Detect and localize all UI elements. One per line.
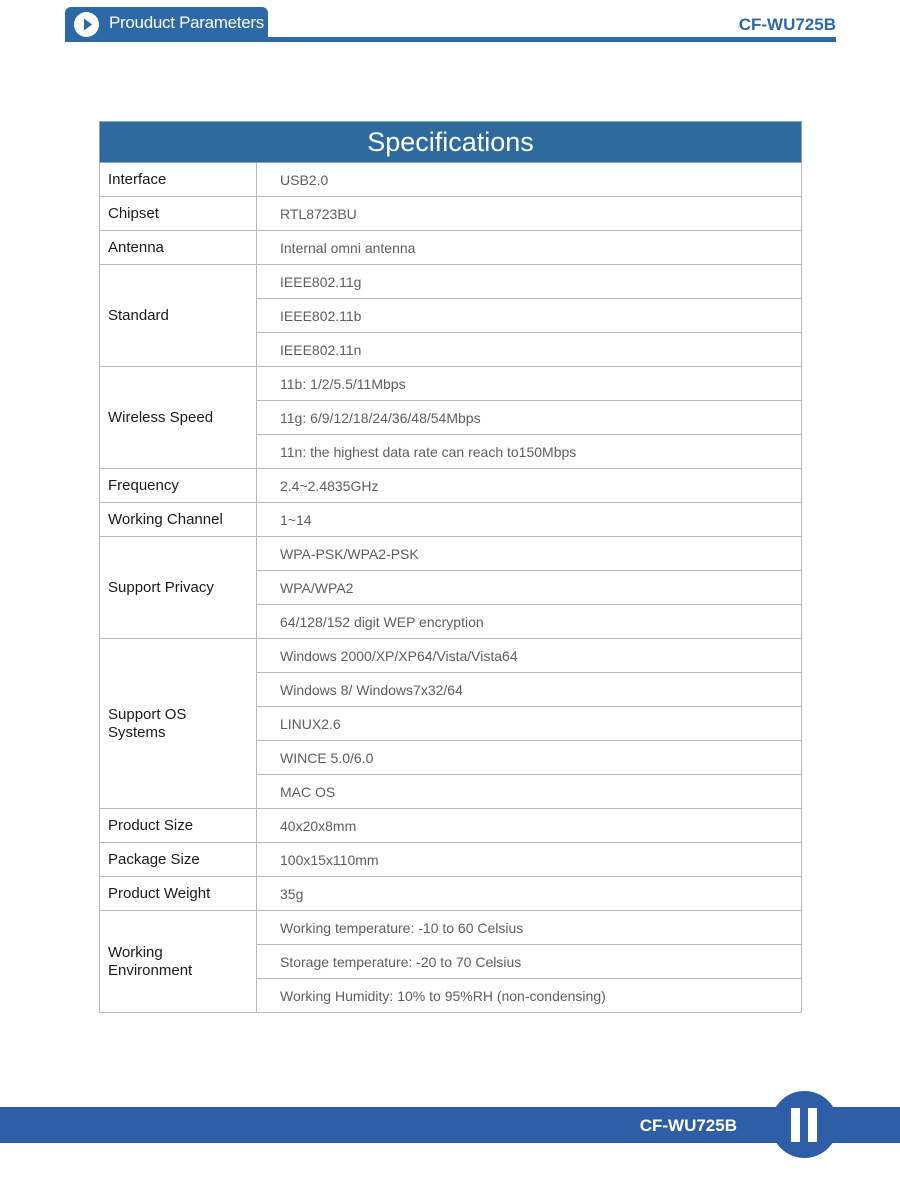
spec-value: WPA/WPA2 xyxy=(257,571,802,605)
spec-value: 2.4~2.4835GHz xyxy=(257,469,802,503)
specifications-table xyxy=(99,121,802,1013)
spec-label: Chipset xyxy=(100,197,257,231)
spec-value: Working Humidity: 10% to 95%RH (non-condensing) xyxy=(257,979,802,1013)
spec-value: Storage temperature: -20 to 70 Celsius xyxy=(257,945,802,979)
spec-value: WINCE 5.0/6.0 xyxy=(257,741,802,775)
table-row xyxy=(100,197,802,231)
spec-value: 11n: the highest data rate can reach to150Mbps xyxy=(257,435,802,469)
table-row xyxy=(100,537,802,571)
spec-label: Package Size xyxy=(100,843,257,877)
spec-label: Product Weight xyxy=(100,877,257,911)
spec-value: Working temperature: -10 to 60 Celsius xyxy=(257,911,802,945)
spec-label: Support OS Systems xyxy=(100,639,257,809)
header-model: CF-WU725B xyxy=(738,15,836,34)
spec-value: 64/128/152 digit WEP encryption xyxy=(257,605,802,639)
spec-label: Wireless Speed xyxy=(100,367,257,469)
spec-value: 1~14 xyxy=(257,503,802,537)
table-row xyxy=(100,503,802,537)
spec-value: 11b: 1/2/5.5/11Mbps xyxy=(257,367,802,401)
spec-value: IEEE802.11g xyxy=(257,265,802,299)
spec-value: LINUX2.6 xyxy=(257,707,802,741)
spec-value: IEEE802.11b xyxy=(257,299,802,333)
spec-value: 35g xyxy=(257,877,802,911)
spec-value: Internal omni antenna xyxy=(257,231,802,265)
spec-label: Frequency xyxy=(100,469,257,503)
table-row xyxy=(100,843,802,877)
spec-label: Antenna xyxy=(100,231,257,265)
spec-label: Standard xyxy=(100,265,257,367)
table-row xyxy=(100,469,802,503)
spec-label: Working Channel xyxy=(100,503,257,537)
page-number-badge xyxy=(771,1091,838,1158)
table-title: Specifications xyxy=(100,122,802,163)
play-icon xyxy=(74,12,99,37)
spec-value: WPA-PSK/WPA2-PSK xyxy=(257,537,802,571)
table-row xyxy=(100,265,802,299)
table-row xyxy=(100,911,802,945)
footer-bar xyxy=(0,1107,900,1143)
table-row xyxy=(100,163,802,197)
spec-value: 40x20x8mm xyxy=(257,809,802,843)
table-row xyxy=(100,639,802,673)
spec-value: RTL8723BU xyxy=(257,197,802,231)
table-row xyxy=(100,877,802,911)
spec-value: 11g: 6/9/12/18/24/36/48/54Mbps xyxy=(257,401,802,435)
spec-value: 100x15x110mm xyxy=(257,843,802,877)
spec-value: Windows 2000/XP/XP64/Vista/Vista64 xyxy=(257,639,802,673)
spec-label: Interface xyxy=(100,163,257,197)
spec-label: Working Environment xyxy=(100,911,257,1013)
table-row xyxy=(100,367,802,401)
page-number-glyph xyxy=(771,1091,838,1158)
table-row xyxy=(100,231,802,265)
spec-value: Windows 8/ Windows7x32/64 xyxy=(257,673,802,707)
header-title: Prouduct Parameters xyxy=(109,13,264,32)
spec-label: Support Privacy xyxy=(100,537,257,639)
spec-value: USB2.0 xyxy=(257,163,802,197)
spec-value: MAC OS xyxy=(257,775,802,809)
spec-value: IEEE802.11n xyxy=(257,333,802,367)
spec-label: Product Size xyxy=(100,809,257,843)
table-row xyxy=(100,809,802,843)
footer-model: CF-WU725B xyxy=(639,1116,737,1135)
